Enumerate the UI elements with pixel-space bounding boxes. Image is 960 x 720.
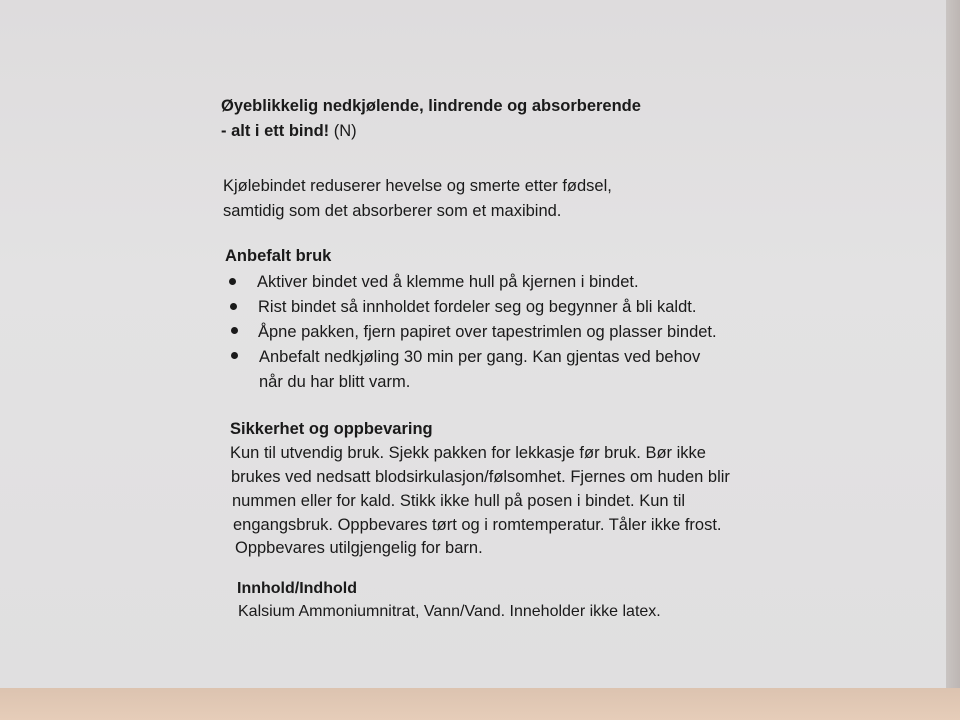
- usage-item-4: Anbefalt nedkjøling 30 min per gang. Kan gjentas ved behov: [259, 348, 701, 366]
- bullet-dot: [229, 278, 236, 285]
- heading-line-2-suffix: (N): [329, 122, 357, 140]
- heading-line-2-bold: - alt i ett bind!: [221, 122, 330, 140]
- heading-line-2: [221, 119, 357, 143]
- contents-text: Kalsium Ammoniumnitrat, Vann/Vand. Inneholder ikke latex.: [238, 603, 661, 620]
- safety-line-4: engangsbruk. Oppbevares tørt og i romtemperatur. Tåler ikke frost.: [233, 516, 722, 534]
- usage-item-3: Åpne pakken, fjern papiret over tapestrimlen og plasser bindet.: [258, 323, 717, 341]
- intro-line-1: Kjølebindet reduserer hevelse og smerte etter fødsel,: [223, 177, 612, 195]
- usage-item-4-continued: når du har blitt varm.: [259, 373, 411, 391]
- bullet-dot: [230, 303, 237, 310]
- paper-edge: [946, 0, 960, 688]
- safety-line-2: brukes ved nedsatt blodsirkulasjon/følsomhet. Fjernes om huden blir: [231, 468, 730, 486]
- usage-title: Anbefalt bruk: [225, 247, 332, 265]
- usage-item-2: Rist bindet så innholdet fordeler seg og begynner å bli kaldt.: [258, 298, 697, 316]
- contents-title: Innhold/Indhold: [237, 580, 357, 597]
- safety-line-5: Oppbevares utilgjengelig for barn.: [235, 539, 483, 557]
- safety-title: Sikkerhet og oppbevaring: [230, 420, 433, 438]
- safety-line-1: Kun til utvendig bruk. Sjekk pakken for lekkasje før bruk. Bør ikke: [230, 444, 706, 462]
- usage-item-1: Aktiver bindet ved å klemme hull på kjernen i bindet.: [257, 273, 639, 291]
- intro-line-2: samtidig som det absorberer som et maxibind.: [223, 202, 562, 220]
- table-surface: [0, 688, 960, 720]
- safety-line-3: nummen eller for kald. Stikk ikke hull på posen i bindet. Kun til: [232, 492, 686, 510]
- heading-line-1: Øyeblikkelig nedkjølende, lindrende og absorberende: [221, 97, 641, 115]
- bullet-dot: [231, 327, 238, 334]
- bullet-dot: [231, 352, 238, 359]
